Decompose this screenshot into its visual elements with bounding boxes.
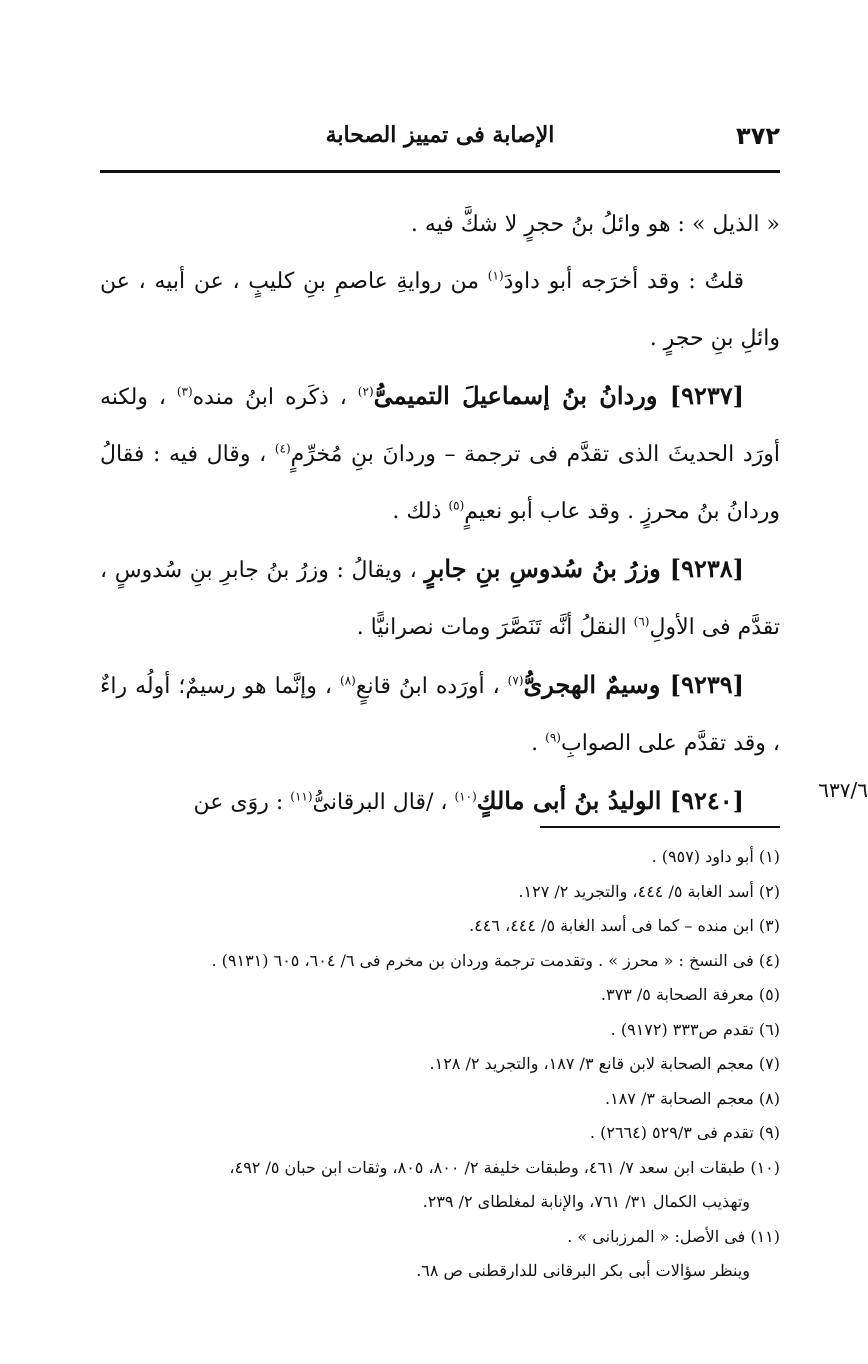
footnote-ref-7: (٧) [507, 673, 524, 688]
footnote-ref-3: (٣) [176, 384, 193, 399]
page-header [100, 118, 780, 158]
page-number: ٣٧٢ [736, 122, 780, 150]
footnote-ref-5: (٥) [448, 498, 465, 513]
text-segment: : روَى عن [193, 790, 291, 815]
footnote-item: (٥) معرفة الصحابة ٥/ ٣٧٣. [600, 985, 780, 1004]
footnote-item: (٧) معجم الصحابة لابن قانع ٣/ ١٨٧، والتجريد ٢/ ١٢٨. [429, 1054, 780, 1073]
footnote-item: (٩) تقدم فى ٥٢٩/٣ (٢٦٦٤) . [589, 1123, 780, 1142]
footnote-ref-2: (٢) [357, 384, 374, 399]
text-segment: النقلُ أنَّه تَنَصَّرَ ومات نصرانيًّا . [356, 615, 634, 640]
footnote-item: (٦) تقدم ص٣٣٣ (٩١٧٢) . [610, 1019, 780, 1039]
text-segment: ، ولكنه أورَد الحديثَ الذى تقدَّم فى ترجمة – وردانَ بنِ مُخرِّمٍ [100, 385, 781, 467]
margin-page-reference: ٦٣٧/٦ [818, 778, 868, 802]
footnote-ref-9: (٩) [545, 730, 561, 745]
footnote-ref-4: (٤) [274, 441, 291, 456]
footnote-item: (٢) أسد الغابة ٥/ ٤٤٤، والتجريد ٢/ ١٢٧. [518, 881, 780, 901]
footnote-item: (١٠) طبقات ابن سعد ٧/ ٤٦١، وطبقات خليفة ٢/ ٨٠٠، ٨٠٥، وثقات ابن حبان ٥/ ٤٩٢، [229, 1157, 780, 1177]
footnote-item: (١) أبو داود (٩٥٧) . [651, 847, 780, 866]
footnote-ref-1: (١) [487, 268, 504, 283]
entry-9239 [100, 656, 780, 772]
text-segment: ، ذكَره ابنُ منده [192, 385, 358, 410]
footnote-ref-11: (١١) [290, 789, 313, 804]
footnote-ref-8: (٨) [340, 673, 356, 688]
running-title: الإصابة فى تمييز الصحابة [325, 122, 555, 148]
main-text [100, 196, 780, 831]
entry-heading: [٩٢٤٠] الوليدُ بنُ أبى مالكٍ [476, 786, 744, 815]
text-segment: ، وإنَّما هو رسيمٌ؛ أولُه راءٌ ، وقد تقدَّم على الصوابِ [100, 674, 780, 756]
footnote-continuation: وتهذيب الكمال ٣١/ ٧٦١، والإنابة لمغلطاى ٢/ ٢٣٩. [422, 1192, 750, 1211]
header-rule [100, 170, 780, 173]
footnote-item: (١١) فى الأصل: « المرزبانى » . [567, 1226, 780, 1246]
text-segment: ، وقال فيه : فقالُ وردانُ بنُ محرزٍ . وقد عاب أبو نعيمٍ [100, 442, 780, 524]
entry-9237 [100, 367, 780, 540]
footnote-separator [540, 826, 780, 828]
text-segment: قلتُ : وقد أخرَجه أبو داودَ [503, 269, 744, 294]
footnotes [100, 840, 780, 1289]
footnote-ref-10: (١٠) [454, 789, 477, 804]
entry-heading: [٩٢٣٨] وزرُ بنُ سُدوسِ بنِ جابرٍ [424, 554, 744, 583]
entry-9238 [100, 540, 780, 656]
text-segment: ، أورَده ابنُ قانعٍ [355, 674, 508, 699]
footnote-ref-6: (٦) [633, 614, 650, 629]
paragraph-qultu [100, 253, 780, 367]
text-segment: ، ويقالُ : وزرُ بنُ جابرِ بنِ سُدوسٍ ، تقدَّم فى الأولِ [100, 558, 780, 640]
footnote-item: (٣) ابن منده – كما فى أسد الغابة ٥/ ٤٤٤، ٤٤٦. [469, 916, 780, 935]
footnote-item: (٤) فى النسخ : « محرز » . وتقدمت ترجمة وردان بن مخرم فى ٦/ ٦٠٤، ٦٠٥ (٩١٣١) . [211, 950, 780, 970]
text-segment: ذلك . [392, 499, 449, 524]
entry-heading: [٩٢٣٩] وسيمٌ الهجرىُّ [523, 670, 744, 699]
text-segment: ، /قال البرقانىُّ [312, 790, 455, 815]
footnote-continuation: وينظر سؤالات أبى بكر البرقانى للدارقطنى ص ٦٨. [416, 1261, 750, 1280]
text-segment: من روايةِ عاصمِ بنِ كليبٍ ، عن أبيه ، عن وائلِ بنِ حجرٍ . [100, 269, 780, 351]
entry-heading: [٩٢٣٧] وردانُ بنُ إسماعيلَ التميمىُّ [373, 381, 744, 410]
footnote-item: (٨) معجم الصحابة ٣/ ١٨٧. [605, 1088, 780, 1108]
text-segment: . [531, 731, 546, 756]
entry-9240 [100, 772, 780, 831]
paragraph-dhayl: « الذيل » : هو وائلُ بنُ حجرٍ لا شكَّ فيه . [410, 212, 780, 237]
